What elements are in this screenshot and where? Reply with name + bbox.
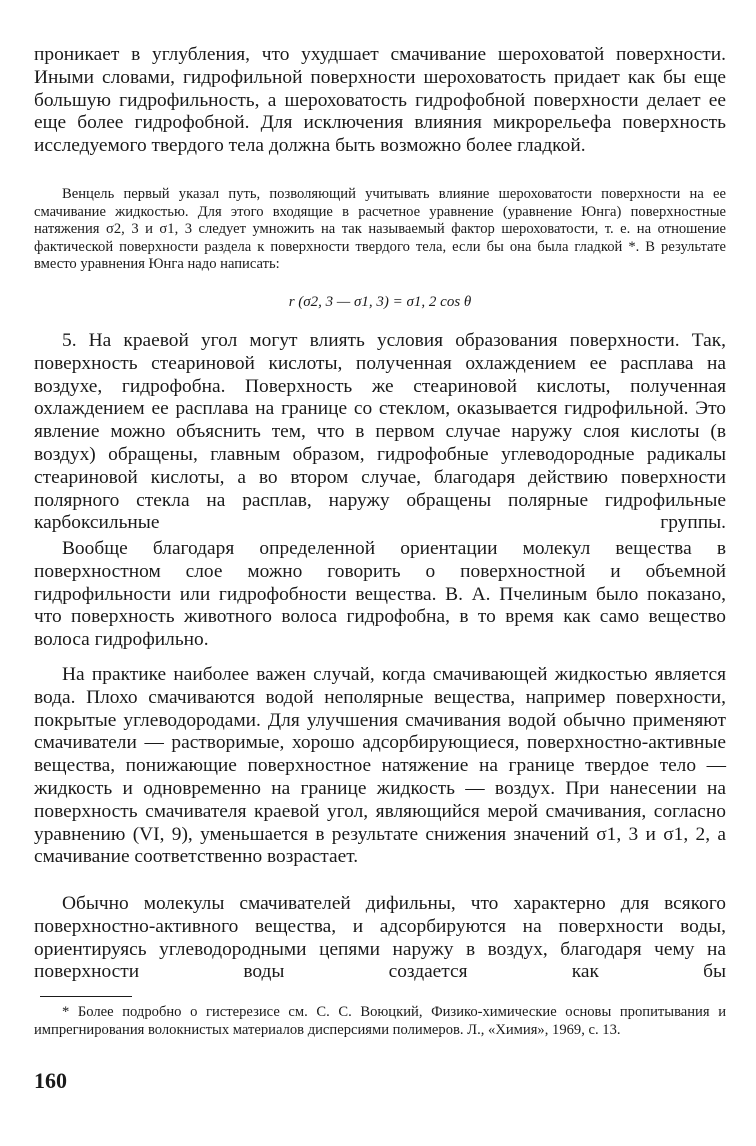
page-number: 160 [34, 1068, 67, 1093]
small-print-wenzel: Венцель первый указал путь, позволяющий учитывать влияние шероховатости поверхности на ее смачивание жидкостью. Для этого входящие в расчетное уравнение (уравнение Юнга) поверхностные натяжения σ2, 3 и σ1, 3 следует умножить на так называемый фактор шероховатости, т. е. на отношение фактической поверхности раздела к поверхности твердого тела, если бы она была гладкой *. В результате вместо уравнения Юнга надо написать: [34, 186, 726, 273]
paragraph-orientation: Вообще благодаря определенной ориентации молекул вещества в поверхностном слое можно говорить о поверхностной и объемной гидрофильности или гидрофобности вещества. В. А. Пчелиным было показано, что поверхность животного волоса гидрофобна, в то время как само вещество волоса гидрофильно. [34, 538, 726, 651]
paragraph-roughness: проникает в углубления, что ухудшает смачивание шероховатой поверхности. Иными словами, гидрофильной поверхности шероховатость придает как бы еще большую гидрофильность, а шероховатость гидрофобной поверхности делает ее еще более гидрофобной. Для исключения влияния микрорельефа поверхность исследуемого твердого тела должна быть возможно более гладкой. [34, 44, 726, 157]
paragraph-water-wetting: На практике наиболее важен случай, когда смачивающей жидкостью является вода. Плохо смачиваются водой неполярные вещества, например поверхности, покрытые углеводородами. Для улучшения смачивания водой обычно применяют смачиватели — растворимые, хорошо адсорбирующиеся, поверхностно-активные вещества, понижающие поверхностное натяжение на границе твердое тело — жидкость и одновременно на границе жидкость — воздух. При нанесении на поверхность смачивателя краевой угол, являющийся мерой смачивания, согласно уравнению (VI, 9), уменьшается в результате снижения значений σ1, 3 и σ1, 2, а смачивание соответственно возрастает. [34, 664, 726, 868]
footnote: * Более подробно о гистерезисе см. С. С. Воюцкий, Физико-химические основы пропитывания и импрегнирования волокнистых материалов дисперсиями полимеров. Л., «Химия», 1969, с. 13. [34, 1004, 726, 1038]
paragraph-item-5: 5. На краевой угол могут влиять условия образования поверхности. Так, поверхность стеариновой кислоты, полученная охлаждением ее расплава на воздухе, гидрофобна. Поверхность же стеариновой кислоты, полученная охлаждением ее расплава на границе со стеклом, оказывается гидрофильной. Это явление можно объяснить тем, что в первом случае наружу слоя кислоты (в воздух) обращены, главным образом, гидрофобные углеводородные радикалы стеариновой кислоты, а во втором случае, благодаря действию поверхности полярного стекла на расплав, наружу обращены полярные гидрофильные карбоксильные группы. [34, 330, 726, 534]
paragraph-wetting-agents: Обычно молекулы смачивателей дифильны, что характерно для всякого поверхностно-активного вещества, и адсорбируются на поверхности воды, ориентируясь углеводородными цепями наружу в воздух, благодаря чему на поверхности воды создается как бы [34, 893, 726, 983]
wenzel-formula: r (σ2, 3 — σ1, 3) = σ1, 2 cos θ [288, 294, 472, 310]
footnote-divider [40, 996, 132, 997]
